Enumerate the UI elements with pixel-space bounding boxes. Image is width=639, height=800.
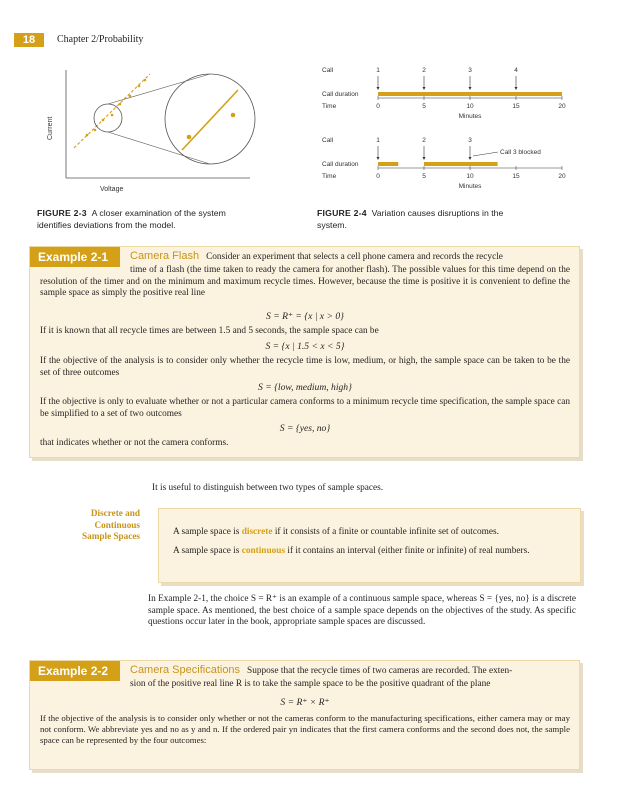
example-2-1-eq4: S = {yes, no}	[279, 423, 331, 434]
call-arrowhead	[469, 87, 472, 90]
call-arrowhead	[515, 87, 518, 90]
example-2-2-eq1: S = R⁺ × R⁺	[280, 697, 330, 708]
example-2-2-title: Camera Specifications	[130, 664, 241, 676]
example-2-1-label: Example 2-1	[30, 247, 120, 267]
example-2-1-p5: that indicates whether or not the camera conforms.	[40, 438, 229, 448]
example-2-1-p3: If the objective of the analysis is to consider only whether the recycle time is low, medium, or high, the sample space can be taken to be the set of three outcomes	[40, 356, 570, 378]
call-number: 3	[468, 137, 472, 144]
call-number: 1	[376, 137, 380, 144]
example-2-1-p4: If the objective is only to evaluate whether or not a particular camera conforms to a minimum recycle time specification, the sample space can be simplified to a set of two outcomes	[40, 397, 570, 419]
example-2-1-p2: If it is known that all recycle times are between 1.5 and 5 seconds, the sample space can be	[40, 326, 379, 336]
call-arrowhead	[469, 157, 472, 160]
call-number: 1	[376, 67, 380, 74]
blocked-pointer	[473, 152, 498, 156]
fig-2-3-xlabel: Voltage	[100, 186, 124, 193]
blocked-label: Call 3 blocked	[500, 149, 541, 156]
figure-2-3-caption: FIGURE 2-3 A closer examination of the system identifies deviations from the model.	[37, 208, 226, 230]
axis-label-minutes: Minutes	[458, 113, 482, 120]
call-arrowhead	[423, 157, 426, 160]
paragraph-sample-space: In Example 2-1, the choice S = R⁺ is an example of a continuous sample space, whereas S = {yes, no} is a discrete sample space. As mentioned, the best choice of a sample space depends on the objectives of the study. As specific questions occur later in the book, appropriate sample spaces are discussed.	[148, 594, 576, 628]
example-2-1-box	[29, 246, 580, 458]
margin-note: Discrete and Continuous Sample Spaces	[82, 508, 140, 541]
chapter-title: Chapter 2/Probability	[57, 34, 144, 45]
time-tick-label: 5	[422, 103, 426, 110]
row-label-call: Call	[322, 137, 334, 144]
call-arrowhead	[377, 87, 380, 90]
call-number: 2	[422, 67, 426, 74]
call-number: 3	[468, 67, 472, 74]
example-2-1-lead: Consider an experiment that selects a cell phone camera and records the recycle	[206, 252, 503, 262]
row-label-duration: Call duration	[322, 91, 359, 98]
time-tick-label: 10	[466, 103, 474, 110]
call-duration-bar	[424, 162, 498, 166]
example-2-1-eq2: S = {x | 1.5 < x < 5}	[265, 341, 345, 352]
time-tick-label: 15	[512, 173, 520, 180]
definition-discrete: A sample space is discrete if it consists of a finite or countable infinite set of outcomes.	[173, 527, 499, 537]
call-arrowhead	[423, 87, 426, 90]
axis-label-minutes: Minutes	[458, 183, 482, 190]
example-2-1-eq1: S = R⁺ = {x | x > 0}	[266, 311, 344, 322]
call-number: 2	[422, 137, 426, 144]
example-2-2-p1: sion of the positive real line R is to take the sample space to be the positive quadrant of the plane	[130, 679, 491, 689]
time-tick-label: 10	[466, 173, 474, 180]
intro-sentence: It is useful to distinguish between two types of sample spaces.	[152, 483, 384, 493]
row-label-time: Time	[322, 103, 337, 110]
figure-2-4-caption: FIGURE 2-4 Variation causes disruptions in the system.	[317, 208, 504, 230]
fig-2-3-ylabel: Current	[47, 116, 54, 140]
row-label-time: Time	[322, 173, 337, 180]
time-tick-label: 5	[422, 173, 426, 180]
time-tick-label: 15	[512, 103, 520, 110]
example-2-2-label: Example 2-2	[30, 661, 120, 681]
figure-2-3-plot	[40, 60, 280, 200]
page-number: 18	[14, 33, 44, 47]
row-label-duration: Call duration	[322, 161, 359, 168]
figure-2-4-timeline	[310, 60, 580, 200]
call-duration-bar	[378, 162, 398, 166]
example-2-2-p2: If the objective of the analysis is to consider only whether or not the cameras conform to the manufacturing specifications, either camera may or may not conform. We abbreviate yes and no as y and n. If the ordered pair yn indicates that the first camera conforms and the second does not, the sample space can be represented by the four outcomes:	[40, 713, 570, 746]
definition-box	[158, 508, 581, 583]
time-tick-label: 20	[558, 103, 566, 110]
example-2-2-box	[29, 660, 580, 770]
example-2-2-lead: Suppose that the recycle times of two cameras are recorded. The exten-	[247, 666, 513, 676]
time-tick-label: 0	[376, 103, 380, 110]
row-label-call: Call	[322, 67, 334, 74]
call-number: 4	[514, 67, 518, 74]
example-2-1-p1: time of a flash (the time taken to ready the camera for another flash). The possible values for this time depend on the resolution of the timer and on the minimum and maximum recycle times. However, because the time is positive it is convenient to define the sample space as simply the positive real line	[40, 265, 570, 299]
time-tick-label: 20	[558, 173, 566, 180]
call-duration-bar	[378, 92, 562, 96]
call-arrowhead	[377, 157, 380, 160]
example-2-1-title: Camera Flash	[130, 250, 200, 262]
time-tick-label: 0	[376, 173, 380, 180]
example-2-1-eq3: S = {low, medium, high}	[258, 382, 352, 393]
definition-continuous: A sample space is continuous if it contains an interval (either finite or infinite) of real numbers.	[173, 546, 530, 556]
